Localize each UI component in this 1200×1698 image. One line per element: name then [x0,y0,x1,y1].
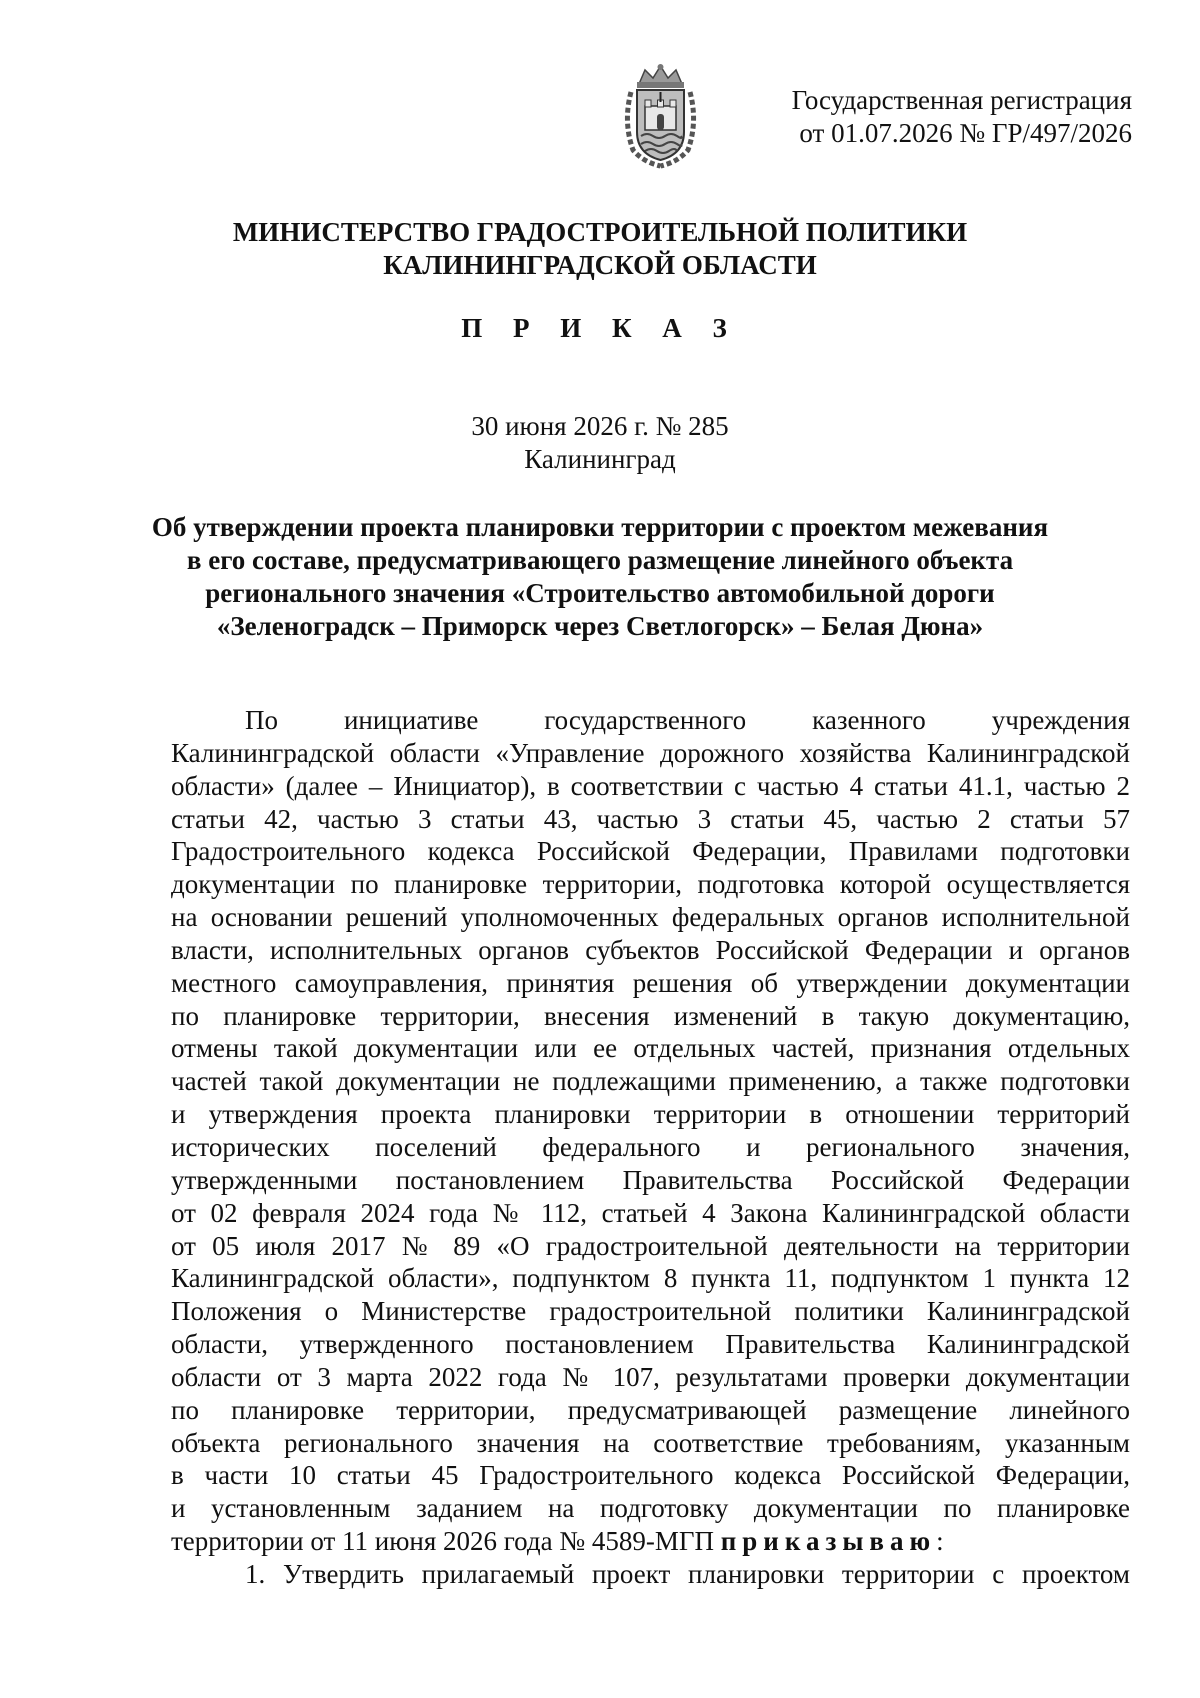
body-line: отмены такой документации или ее отдельных частей, признания отдельных [171,1033,1130,1064]
body-line: По инициативе государственного казенного учреждения [245,705,1130,735]
body-line: на основании решений уполномоченных федеральных органов исполнительной [171,902,1130,933]
body-line: Калининградской области «Управление дорожного хозяйства Калининградской [171,737,1130,768]
body-line: области от 3 марта 2022 года № 107, результатами проверки документации [171,1361,1130,1392]
body-line: частей такой документации не подлежащими применению, а также подготовки [171,1066,1130,1097]
document-type-title: П Р И К А З [461,313,739,343]
body-line: Градостроительного кодекса Российской Федерации, Правилами подготовки [171,836,1130,867]
order-word: приказываю [720,1526,937,1557]
body-line: Положения о Министерстве градостроительной политики Калининградской [171,1296,1130,1327]
body-line: в части 10 статьи 45 Градостроительного кодекса Российской Федерации, [171,1460,1130,1491]
body-line: от 05 июля 2017 № 89 «О градостроительной деятельности на территории [171,1230,1130,1261]
body-line: по планировке территории, внесения изменений в такую документацию, [171,1000,1130,1031]
body-line: и утверждения проекта планировки территории в отношении территорий [171,1099,1130,1130]
ministry-name-line1: МИНИСТЕРСТВО ГРАДОСТРОИТЕЛЬНОЙ ПОЛИТИКИ [232,217,968,247]
date-and-place [0,410,1200,476]
subject-line4: «Зеленоградск – Приморск через Светлогорск» – Белая Дюна» [216,611,984,641]
order-subject [150,511,1050,643]
body-line: документации по планировке территории, подготовка которой осуществляется [171,869,1130,900]
body-line: и установленным заданием на подготовку документации по планировке [171,1493,1130,1524]
body-line: области» (далее – Инициатор), в соответствии с частью 4 статьи 41.1, частью 2 [171,770,1130,801]
body-line-order [171,1525,1130,1558]
body-line: утвержденными постановлением Правительства Российской Федерации [171,1164,1130,1195]
order-city: Калининград [524,444,676,474]
subject-line2: в его составе, предусматривающего размещение линейного объекта [186,545,1014,575]
body-line: объекта регионального значения на соответствие требованиям, указанным [171,1427,1130,1458]
ministry-name [0,216,1200,282]
body-line: по планировке территории, предусматривающей размещение линейного [171,1394,1130,1425]
registration-title: Государственная регистрация [791,85,1132,115]
body-line: исторических поселений федерального и регионального значения, [171,1131,1130,1162]
body-line: от 02 февраля 2024 года № 112, статьей 4 Закона Калининградской области [171,1197,1130,1228]
order-item-1: 1. Утвердить прилагаемый проект планировки территории с проектом [245,1558,1130,1589]
order-date-number: 30 июня 2026 г. № 285 [471,411,729,441]
subject-line1: Об утверждении проекта планировки территории с проектом межевания [151,512,1049,542]
order-colon: : [936,1526,944,1557]
body-line: статьи 42, частью 3 статьи 43, частью 3 статьи 45, частью 2 статьи 57 [171,803,1130,834]
registration-number: от 01.07.2026 № ГР/497/2026 [799,118,1132,148]
body-line: власти, исполнительных органов субъектов Российской Федерации и органов [171,934,1130,965]
registration-stamp [672,84,1132,150]
body-line: области, утвержденного постановлением Правительства Калининградской [171,1329,1130,1360]
order-body [171,704,1130,1591]
subject-line3: регионального значения «Строительство автомобильной дороги [205,578,995,608]
order-basis-text: территории от 11 июня 2026 года № 4589-МГП [171,1526,714,1557]
ministry-name-line2: КАЛИНИНГРАДСКОЙ ОБЛАСТИ [383,250,817,280]
body-line: Калининградской области», подпунктом 8 пункта 11, подпунктом 1 пункта 12 [171,1263,1130,1294]
body-line: местного самоуправления, принятия решения об утверждении документации [171,967,1130,998]
